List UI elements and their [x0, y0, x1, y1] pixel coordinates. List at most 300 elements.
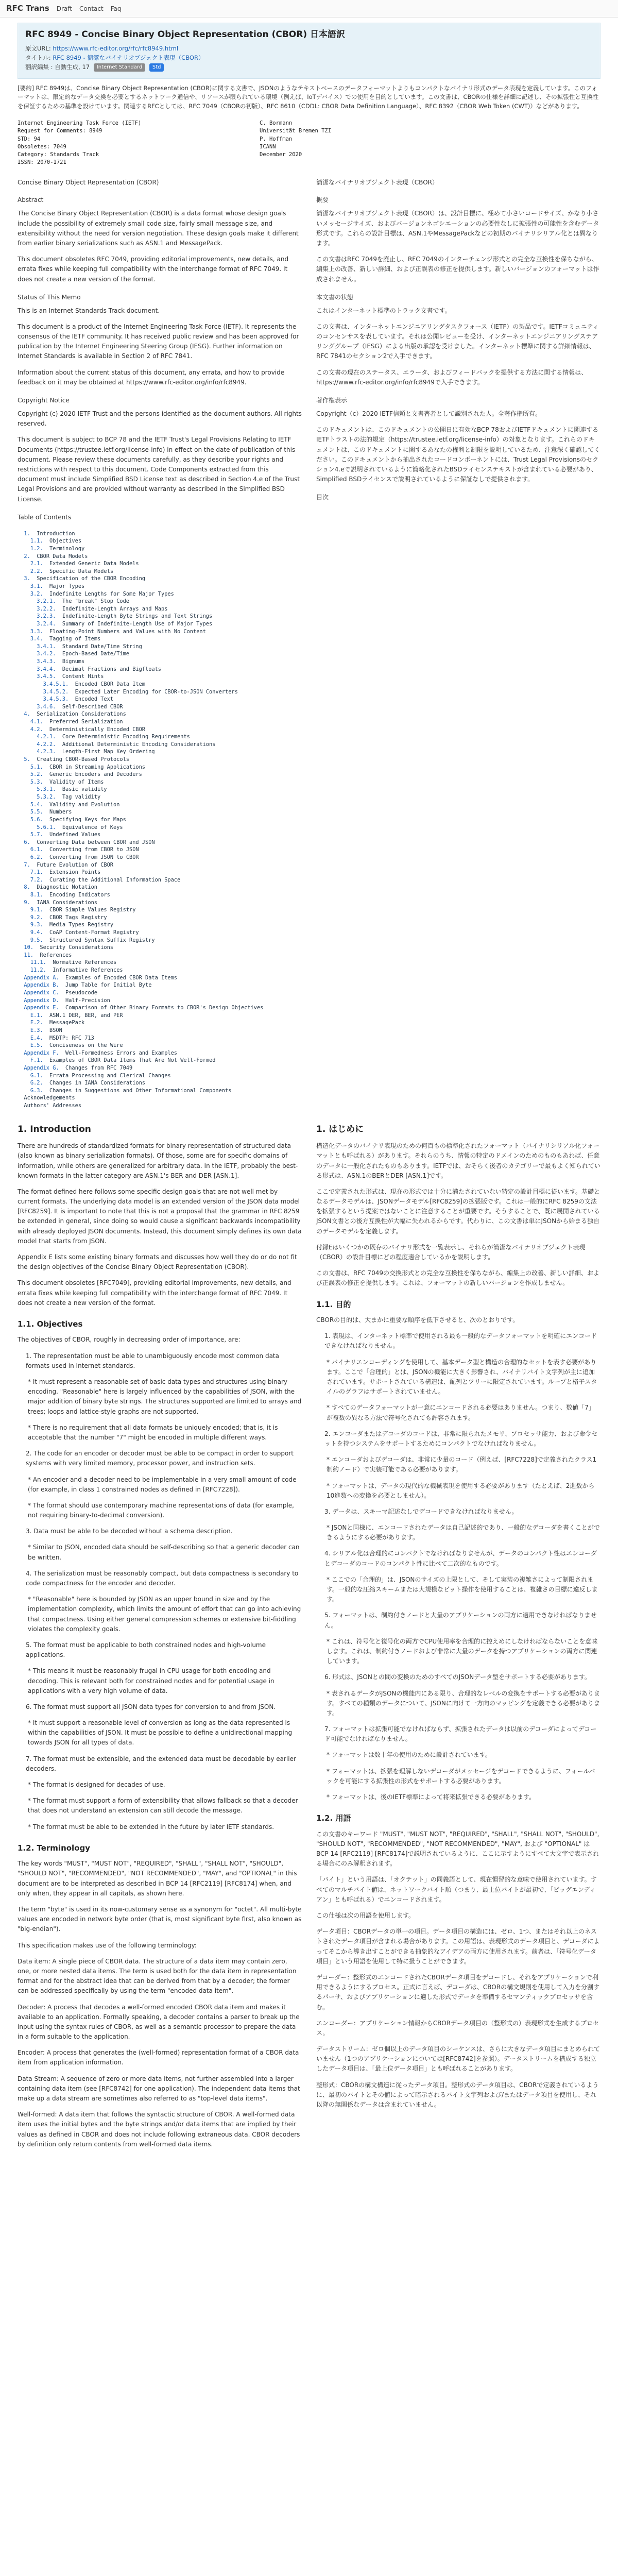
objective-detail: * The format must support a form of extensibility that allows fallback so that a decoder that does not understand an extension can still decode the message.: [28, 1797, 298, 1815]
objective-detail: * 表されるデータがJSONの機能内にある限り、合理的なレベルの変換をサポートする必要があります。すべての種類のデータについて、JSONに向けて一方向のマッピングを定義できる必要があります。: [327, 1689, 600, 1717]
toc-entry[interactable]: [18, 1035, 600, 1042]
toc-number-link[interactable]: 5.7.: [30, 832, 43, 838]
toc-title: Encoded CBOR Data Item: [75, 681, 146, 687]
toc-title: Specific Data Models: [49, 568, 114, 574]
toc-number-link[interactable]: 8.1.: [30, 891, 43, 898]
toc-number-link[interactable]: 3.2.3.: [37, 613, 56, 620]
toc-title: Extended Generic Data Models: [49, 561, 139, 567]
toc-number-link[interactable]: 4.1.: [30, 718, 43, 725]
rfc-header-right: December 2020: [260, 151, 302, 158]
toc-title: Summary of Indefinite-Length Use of Major Types: [62, 621, 213, 628]
toc-entry[interactable]: [18, 937, 600, 944]
subtitle-link[interactable]: RFC 8949 - 簡潔なバイナリオブジェクト表現（CBOR）: [53, 54, 204, 61]
rfc-header-left: STD: 94: [18, 135, 41, 142]
toc-heading: 目次: [316, 494, 329, 501]
rfc-header-row: [18, 151, 600, 159]
objective-item: 1. 表現は、インターネット標準で使用される最も一般的なデータフォーマットを明確にエンコードできなければなりません。: [324, 1332, 597, 1350]
terminology-paragraph: This specification makes use of the following terminology:: [18, 1941, 197, 1949]
objective-detail: * An encoder and a decoder need to be implementable in a very small amount of code (for example, in class 1 constrained nodes as defined in [RFC7228]).: [28, 1476, 297, 1493]
toc-title: Major Types: [49, 583, 85, 589]
toc-entry[interactable]: [18, 590, 600, 598]
objective-detail: * It must represent a reasonable set of basic data types and structures using binary encoding. "Reasonable" here is largely influenced by the capabilities of JSON, with the major addition of binary byte strings. The structures supported are limited to arrays and trees; loops and lattice-style graphs are not supported.: [28, 1378, 302, 1415]
objective-item: 1. The representation must be able to unambiguously encode most common data formats used in Internet standards.: [26, 1352, 279, 1369]
toc-number-link[interactable]: 3.4.5.1.: [43, 681, 69, 687]
toc-number-link[interactable]: 1.2.: [30, 545, 43, 552]
source-url-link[interactable]: https://www.rfc-editor.org/rfc/rfc8949.html: [53, 44, 179, 52]
terminology-paragraph: Decoder: A process that decodes a well-formed encoded CBOR data item and makes it available to an application. Formally speaking, a decoder contains a parser to break up the input using the syntax rules of CBOR, as well as a semantic processor to prepare the data in a form suitable to the application.: [18, 2003, 300, 2041]
rfc-header-right: Universität Bremen TZI: [260, 128, 332, 134]
toc-entry[interactable]: [18, 1042, 600, 1049]
status-paragraph: この文書は、インターネットエンジニアリングタスクフォース（IETF）の製品です。IETFコミュニティのコンセンサスを表しています。それは公開レビューを受け、インターネットエンジニアリングステアリンググループ（IESG）による出版の承認を受けました。インターネット標準に関する詳細情報は、RFC 7841のセクション2で入手できます。: [316, 323, 599, 360]
toc-entry[interactable]: [18, 605, 600, 613]
toc-entry[interactable]: [18, 1079, 600, 1087]
toc-entry[interactable]: [18, 816, 600, 824]
toc-entry[interactable]: [18, 1004, 600, 1012]
status-heading: 本文書の状態: [316, 293, 354, 301]
toc-number-link[interactable]: 9.1.: [30, 907, 43, 913]
toc-title: ASN.1 DER, BER, and PER: [49, 1012, 123, 1019]
toc-title: Generic Encoders and Decoders: [49, 771, 142, 778]
page-title: RFC 8949 - Concise Binary Object Representation (CBOR) 日本語訳: [25, 29, 346, 40]
toc-title: Epoch-Based Date/Time: [62, 651, 129, 657]
toc-title: Expected Later Encoding for CBOR-to-JSON Converters: [75, 688, 238, 695]
toc-number-link[interactable]: 8.: [24, 884, 30, 891]
abstract-paragraph: 簡潔なバイナリオブジェクト表現（CBOR）は、設計目標に、極めて小さいコードサイズ、かなり小さいメッセージサイズ、およびバージョンネゴシエーションの必要性なしに拡張性の可能性を含むデータ形式です。これらの設計目標は、ASN.1やMessagePackなどの初期のバイナリシリアル化とは異なります。: [316, 210, 599, 247]
toc-number-link[interactable]: E.2.: [30, 1020, 43, 1026]
subsection-heading: 1.1. 目的: [316, 1299, 351, 1309]
toc-entry[interactable]: [18, 786, 600, 793]
toc-title: Converting from CBOR to JSON: [49, 846, 139, 853]
toc-title: Pseudocode: [65, 989, 98, 996]
rfc-header-row: [18, 127, 600, 135]
nav-link-draft[interactable]: Draft: [56, 5, 72, 12]
toc-number-link[interactable]: 3.4.: [30, 636, 43, 642]
status-paragraph: これはインターネット標準のトラック文書です。: [316, 307, 451, 314]
toc-entry[interactable]: [18, 756, 600, 764]
toc-number-link[interactable]: 4.2.2.: [37, 741, 56, 748]
toc-title: Media Types Registry: [49, 922, 114, 928]
section-heading: 1. はじめに: [316, 1124, 364, 1134]
toc-number-link[interactable]: E.3.: [30, 1027, 43, 1033]
rfc-header-right: C. Bormann: [260, 120, 293, 127]
toc-number-link[interactable]: 4.2.: [30, 726, 43, 733]
toc-entry[interactable]: [18, 981, 600, 989]
toc-title: Basic validity: [62, 786, 107, 793]
toc-number-link[interactable]: 9.: [24, 899, 30, 906]
toc-number-link[interactable]: Appendix A.: [24, 974, 59, 981]
section-paragraph: 付録Eはいくつかの既存のバイナリ形式を一覧表示し、それらが簡潔なバイナリオブジェクト表現（CBOR）の設計目標にどの程度適合しているかを説明します。: [316, 1243, 586, 1261]
toc-number-link[interactable]: 3.: [24, 575, 30, 582]
toc-entry[interactable]: [18, 650, 600, 658]
objective-detail: * Similar to JSON, encoded data should be self-describing so that a generic decoder can be written.: [28, 1544, 300, 1561]
toc-title: Acknowledgements: [24, 1095, 75, 1101]
section-heading: 1. Introduction: [18, 1124, 91, 1134]
terminology-paragraph: エンコーダー：アプリケーション情報からCBORデータ項目の（整形式の）表現形式を生成するプロセス。: [316, 2019, 599, 2037]
section-paragraph: This document obsoletes [RFC7049], providing editorial improvements, new details, and errata fixes while keeping full compatibility with the interchange format of RFC 7049. It does not create a new version of the format.: [18, 1279, 291, 1307]
toc-number-link[interactable]: 5.2.: [30, 771, 43, 778]
toc-number-link[interactable]: 4.: [24, 711, 30, 718]
terminology-paragraph: Data item: A single piece of CBOR data. The structure of a data item may contain zero, one, or more nested data items. The term is used both for the data item in representation format and for the abstract idea that can be derived from that by a decoder; the former can be addressed specifically by using the term "encoded data item".: [18, 1957, 297, 1995]
toc-entry[interactable]: [18, 974, 600, 982]
objective-item: 6. The format must support all JSON data types for conversion to and from JSON.: [26, 1703, 276, 1710]
toc-entry[interactable]: [18, 824, 600, 832]
english-column: [18, 166, 302, 526]
objective-item: 5. フォーマットは、制約付きノードと大量のアプリケーションの両方に適用できなければなりません。: [324, 1612, 597, 1629]
toc-title: Authors' Addresses: [24, 1103, 81, 1109]
toc-entry[interactable]: [18, 869, 600, 876]
toc-number-link[interactable]: 5.6.1.: [37, 824, 56, 831]
section-paragraph: ここで定義された形式は、現在の形式では十分に満たされていない特定の設計目標に従います。基礎となるデータモデルは、JSONデータモデル[RFC8259]の拡張版です。これは一般的にRFC 8259の文法を拡張するという提案ではないことに注意することが重要です。そうすることで、既に展開されているJSON文書との後方互換性が大幅に失われるからです。代わりに、この文書は単にJSONから始まる独自のデータモデルを定義します。: [316, 1188, 600, 1235]
toc-title: Deterministically Encoded CBOR: [49, 726, 146, 733]
nav-link-contact[interactable]: Contact: [79, 5, 104, 12]
status-paragraph: This is an Internet Standards Track document.: [18, 307, 160, 314]
toc-number-link[interactable]: 3.4.4.: [37, 666, 56, 672]
toc-number-link[interactable]: 3.4.3.: [37, 658, 56, 665]
toc-entry[interactable]: [18, 944, 600, 952]
toc-title: MessagePack: [49, 1020, 85, 1026]
toc-entry[interactable]: [18, 884, 600, 891]
objective-detail: * フォーマットは、データの現代的な機械表現を使用する必要があります（たとえば、2進数から10進数への変換を必要としません）。: [327, 1482, 595, 1499]
toc-entry[interactable]: [18, 710, 600, 718]
terminology-paragraph: この仕様は次の用語を使用します。: [316, 1912, 415, 1920]
toc-title: Indefinite-Length Byte Strings and Text Strings: [62, 613, 213, 620]
toc-title: Preferred Serialization: [49, 718, 123, 725]
toc-number-link[interactable]: 9.3.: [30, 922, 43, 928]
toc-title: Indefinite-Length Arrays and Maps: [62, 605, 168, 612]
objective-detail: * ここでの「合理的」は、JSONのサイズの上限として、そして実装の複雑さによって制限されます。一般的な圧縮スキームまたは大規模なビット操作を使用することは、複雑さの目標に違反します。: [327, 1575, 598, 1603]
toc-number-link[interactable]: 9.4.: [30, 929, 43, 936]
toc-number-link[interactable]: Appendix B.: [24, 982, 59, 989]
toc-number-link[interactable]: Appendix C.: [24, 989, 59, 996]
toc-number-link[interactable]: 11.2.: [30, 967, 46, 974]
toc-title: Tagging of Items: [49, 636, 101, 642]
toc-entry[interactable]: [18, 793, 600, 801]
toc-number-link[interactable]: 5.: [24, 756, 30, 763]
objectives-intro: The objectives of CBOR, roughly in decreasing order of importance, are:: [18, 1336, 241, 1344]
toc-entry[interactable]: [18, 1094, 600, 1102]
status-badge: Internet Standard: [94, 63, 145, 72]
nav-link-faq[interactable]: Faq: [110, 5, 122, 12]
abstract-paragraph: This document obsoletes RFC 7049, providing editorial improvements, new details, and errata fixes while keeping full compatibility with the interchange format of RFC 7049. It does not create a new version of the format.: [18, 256, 289, 283]
toc-number-link[interactable]: E.1.: [30, 1012, 43, 1019]
toc-number-link[interactable]: 3.2.4.: [37, 621, 56, 628]
objective-item: 7. The format must be extensible, and the extended data must be decodable by earlier decoders.: [26, 1755, 296, 1772]
toc-entry[interactable]: [18, 1057, 600, 1064]
rfc-header-row: [18, 120, 600, 127]
toc-title: Future Evolution of CBOR: [37, 861, 114, 868]
toc-entry[interactable]: [18, 545, 600, 553]
copyright-heading: 著作権表示: [316, 397, 348, 404]
objective-detail: * The format must be able to be extended in the future by later IETF standards.: [28, 1823, 274, 1831]
copyright-paragraph: このドキュメントは、このドキュメントの公開日に有効なBCP 78およびIETFドキュメントに関連するIETFトラストの法的規定（https://trustee.ietf.org/license-info）の対象となります。これらのドキュメントは、このドキュメントに関するあなたの権利と制限を説明しているため、注意深く確認してください。このドキュメントから抽出されたコードコンポーネントには、Trust Legal Provisionsのセクション4.eで説明されているように簡略化されたBSDライセンステキストが含まれている必要があり、Simplified BSDライセンスで説明されているように保証なしで提供されます。: [316, 426, 600, 483]
toc-entry[interactable]: [18, 733, 600, 741]
objective-detail: * "Reasonable" here is bounded by JSON as an upper bound in size and by the implementation complexity, which limits the amount of effort that can go into achieving that compactness. Using either general compression schemes or extensive bit-fiddling violates the complexity goals.: [28, 1596, 301, 1633]
toc-entry[interactable]: [18, 560, 600, 568]
toc-number-link[interactable]: F.1.: [30, 1057, 43, 1064]
objective-item: 7. フォーマットは拡張可能でなければならず、拡張されたデータは以前のデコーダによってデコード可能でなければなりません。: [324, 1725, 597, 1743]
toc-entry[interactable]: [18, 741, 600, 749]
toc-number-link[interactable]: 6.2.: [30, 854, 43, 860]
toc-number-link[interactable]: 11.1.: [30, 959, 46, 966]
objective-detail: * エンコーダおよびデコーダは、非常に少量のコード（例えば、[RFC7228]で定義されたクラス1制約ノード）で実装可能である必要があります。: [327, 1456, 597, 1473]
toc-title: Errata Processing and Clerical Changes: [49, 1072, 171, 1079]
toc-entry[interactable]: [18, 899, 600, 907]
toc-entry[interactable]: [18, 1102, 600, 1110]
toc-entry[interactable]: [18, 696, 600, 703]
toc-number-link[interactable]: 5.6.: [30, 816, 43, 823]
rfc-header-row: [18, 143, 600, 151]
copyright-paragraph: Copyright（c）2020 IETF信頼と文書著者として識別された人。全著作権所有。: [316, 410, 541, 418]
toc-number-link[interactable]: 3.4.5.: [37, 673, 56, 680]
toc-title: The "break" Stop Code: [62, 598, 129, 605]
toc-entry[interactable]: [18, 673, 600, 681]
objective-item: 4. The serialization must be reasonably compact, but data compactness is secondary to code compactness for the encoder and decoder.: [26, 1569, 299, 1587]
toc-title: Informative References: [53, 967, 123, 974]
copyright-heading: Copyright Notice: [18, 397, 70, 404]
toc-title: Half-Precision: [65, 997, 110, 1004]
toc-entry[interactable]: [18, 967, 600, 974]
objective-detail: * フォーマットは数十年の使用のために設計されています。: [327, 1751, 491, 1759]
toc-number-link[interactable]: Appendix G.: [24, 1065, 59, 1071]
toc-number-link[interactable]: Appendix E.: [24, 1005, 59, 1011]
toc-number-link[interactable]: 3.4.1.: [37, 643, 56, 650]
toc-entry[interactable]: [18, 530, 600, 538]
toc-entry[interactable]: [18, 1049, 600, 1057]
objective-item: 5. The format must be applicable to both constrained nodes and high-volume applications.: [26, 1641, 266, 1659]
toc-entry[interactable]: [18, 575, 600, 583]
toc-number-link[interactable]: G.1.: [30, 1072, 43, 1079]
toc-entry[interactable]: [18, 831, 600, 839]
toc-entry[interactable]: [18, 1064, 600, 1072]
status-paragraph: この文書の現在のステータス、エラータ、およびフィードバックを提供する方法に関する情報は、https://www.rfc-editor.org/info/rfc8949で入手できます。: [316, 368, 588, 386]
toc-entry[interactable]: [18, 703, 600, 711]
toc-title: IANA Considerations: [37, 899, 98, 906]
toc-number-link[interactable]: 7.: [24, 861, 30, 868]
toc-number-link[interactable]: 6.: [24, 839, 30, 845]
toc-title: Specifying Keys for Maps: [49, 816, 126, 823]
status-paragraph: This document is a product of the Internet Engineering Task Force (IETF). It represents the consensus of the IETF community. It has received public review and has been approved for publication by the Internet Engineering Steering Group (IESG). Further information on Internet Standards is available in Section 2 of RFC 7841.: [18, 323, 299, 360]
toc-number-link[interactable]: 10.: [24, 944, 34, 951]
toc-entry[interactable]: [18, 846, 600, 854]
toc-entry[interactable]: [18, 583, 600, 590]
copyright-paragraph: This document is subject to BCP 78 and the IETF Trust's Legal Provisions Relating to IETF Documents (https://trustee.ietf.org/license-info) in effect on the date of publication of this document. Please review these documents carefully, as they describe your rights and restrictions with respect to this document. Code Components extracted from this document must include Simplified BSD License text as described in Section 4.e of the Trust Legal Provisions and are provided without warranty as described in the Simplified BSD License.: [18, 436, 300, 503]
toc-title: References: [40, 952, 72, 958]
subsection-heading: 1.2. 用語: [316, 1814, 351, 1823]
toc-title: BSON: [49, 1027, 62, 1033]
toc-entry[interactable]: [18, 1012, 600, 1020]
toc-number-link[interactable]: 9.2.: [30, 914, 43, 921]
toc-entry[interactable]: [18, 921, 600, 929]
toc-number-link[interactable]: 5.3.1.: [37, 786, 56, 793]
toc-number-link[interactable]: G.2.: [30, 1080, 43, 1087]
toc-entry[interactable]: [18, 952, 600, 959]
source-row: [25, 44, 593, 53]
toc-number-link[interactable]: 5.1.: [30, 764, 43, 770]
toc-number-link[interactable]: E.4.: [30, 1035, 43, 1041]
toc-number-link[interactable]: Appendix F.: [24, 1049, 59, 1056]
section-paragraph: Appendix E lists some existing binary formats and discusses how well they do or do not fit the design objectives of the Concise Binary Object Representation (CBOR).: [18, 1253, 297, 1271]
toc-number-link[interactable]: 5.3.2.: [37, 794, 56, 801]
toc-number-link[interactable]: 3.4.5.3.: [43, 696, 69, 703]
toc-entry[interactable]: [18, 854, 600, 861]
toc-entry[interactable]: [18, 628, 600, 636]
toc-entry[interactable]: [18, 643, 600, 651]
toc-entry[interactable]: [18, 718, 600, 726]
toc-number-link[interactable]: E.5.: [30, 1042, 43, 1049]
toc-number-link[interactable]: 1.1.: [30, 538, 43, 545]
toc-title: Examples of Encoded CBOR Data Items: [65, 974, 177, 981]
toc-title: Specification of the CBOR Encoding: [37, 575, 145, 582]
toc-entry[interactable]: [18, 568, 600, 575]
toc-number-link[interactable]: 5.4.: [30, 801, 43, 808]
toc-number-link[interactable]: 3.4.2.: [37, 651, 56, 657]
toc-entry[interactable]: [18, 553, 600, 561]
toc-entry[interactable]: [18, 989, 600, 997]
toc-title: Well-Formedness Errors and Examples: [65, 1049, 177, 1056]
toc-entry[interactable]: [18, 681, 600, 688]
status-paragraph: Information about the current status of this document, any errata, and how to provide feedback on it may be obtained at https://www.rfc-editor.org/info/rfc8949.: [18, 368, 285, 386]
toc-title: Floating-Point Numbers and Values with No Content: [49, 628, 206, 635]
toc-entry[interactable]: [18, 1087, 600, 1095]
date-label: 翻訳編集 : 自動生成, 17: [25, 63, 90, 71]
toc-title: MSDTP: RFC 713: [49, 1035, 94, 1041]
toc-title: Indefinite Lengths for Some Major Types: [49, 590, 174, 597]
rfc-header-left: Internet Engineering Task Force (IETF): [18, 120, 142, 127]
toc-entry[interactable]: [18, 906, 600, 914]
toc-entry[interactable]: [18, 658, 600, 666]
toc-number-link[interactable]: G.3.: [30, 1087, 43, 1094]
toc-title: Equivalence of Keys: [62, 824, 123, 831]
toc-title: Decimal Fractions and Bigfloats: [62, 666, 161, 672]
brand-logo[interactable]: RFC Trans: [6, 4, 49, 13]
toc-number-link[interactable]: 3.4.5.2.: [43, 688, 69, 695]
toc-number-link[interactable]: 11.: [24, 952, 34, 958]
toc-number-link[interactable]: 2.2.: [30, 568, 43, 574]
toc-entry[interactable]: [18, 929, 600, 937]
toc-number-link[interactable]: 3.1.: [30, 583, 43, 589]
toc-number-link[interactable]: 3.2.2.: [37, 605, 56, 612]
toc-entry[interactable]: [18, 620, 600, 628]
toc-title: CoAP Content-Format Registry: [49, 929, 139, 936]
toc-title: CBOR in Streaming Applications: [49, 764, 146, 770]
toc-title: Content Hints: [62, 673, 104, 680]
toc-entry[interactable]: [18, 959, 600, 967]
toc-number-link[interactable]: 7.2.: [30, 876, 43, 883]
toc-title: Tag validity: [62, 794, 101, 801]
toc-title: Curating the Additional Information Space: [49, 876, 181, 883]
toc-entry[interactable]: [18, 891, 600, 899]
toc-entry[interactable]: [18, 726, 600, 734]
toc-title: Normative References: [53, 959, 117, 966]
toc-number-link[interactable]: 3.3.: [30, 628, 43, 635]
status-heading: Status of This Memo: [18, 293, 81, 301]
toc-entry[interactable]: [18, 1027, 600, 1035]
toc-entry[interactable]: [18, 771, 600, 778]
copyright-paragraph: Copyright (c) 2020 IETF Trust and the persons identified as the document authors. All rights reserved.: [18, 410, 302, 428]
toc-entry[interactable]: [18, 598, 600, 605]
objective-detail: * The format is designed for decades of use.: [28, 1781, 165, 1789]
toc-entry[interactable]: [18, 1072, 600, 1080]
toc-number-link[interactable]: 3.2.: [30, 590, 43, 597]
toc-number-link[interactable]: 5.5.: [30, 809, 43, 816]
toc-number-link[interactable]: 4.2.1.: [37, 734, 56, 740]
document-header: [18, 23, 600, 79]
toc-entry[interactable]: [18, 666, 600, 673]
toc-entry[interactable]: [18, 778, 600, 786]
objective-detail: * フォーマットは、拡張を理解しないデコーダがメッセージをデコードできるように、フォールバックを可能にする拡張性の形式をサポートする必要があります。: [327, 1767, 595, 1785]
toc-number-link[interactable]: 2.: [24, 553, 30, 560]
toc-number-link[interactable]: 5.3.: [30, 778, 43, 785]
toc-entry[interactable]: [18, 876, 600, 884]
objectives-intro: CBORの目的は、大まかに重要な順序を低下させると、次のとおりです。: [316, 1316, 519, 1324]
source-label: 原文URL:: [25, 44, 51, 52]
toc-number-link[interactable]: 7.1.: [30, 869, 43, 876]
toc-number-link[interactable]: 9.5.: [30, 937, 43, 943]
toc-title: Undefined Values: [49, 832, 101, 838]
rfc-header-row: [18, 135, 600, 143]
terminology-paragraph: 「バイト」という用語は、「オクテット」の同義語として、現在慣習的な意味で使用されています。すべてのマルチバイト値は、ネットワークバイト順（つまり、最上位バイトが最初で、「ビッグエンディアン」とも呼ばれる）でエンコードされます。: [316, 1876, 597, 1903]
toc-entry[interactable]: [18, 748, 600, 756]
std-badge: Std: [149, 63, 164, 72]
toc-entry[interactable]: [18, 801, 600, 809]
terminology-paragraph: この文書のキーワード "MUST", "MUST NOT", "REQUIRED", "SHALL", "SHALL NOT", "SHOULD", "SHOULD NOT", "RECOMMENDED", "NOT RECOMMENDED", "MAY", および "OPTIONAL" はBCP 14 [RFC2119] [RFC8174]で説明されているように、ここに示すようにすべて大文字で表示される場合にのみ解釈されます。: [316, 1830, 599, 1868]
abstract-paragraph: この文書はRFC 7049を廃止し、RFC 7049のインターチェンジ形式との完全な互換性を保ちながら、編集上の改善、新しい詳細、および正誤表の修正を提供します。新しいバージョンのフォーマットは作成されません。: [316, 256, 599, 283]
toc-number-link[interactable]: 6.1.: [30, 846, 43, 853]
subsection-heading: 1.2. Terminology: [18, 1843, 91, 1853]
rfc-header-right: P. Hoffman: [260, 135, 293, 142]
section-paragraph: The format defined here follows some specific design goals that are not well met by current formats. The underlying data model is an extended version of the JSON data model [RFC8259]. It is important to note that this is not a proposal that the grammar in RFC 8259 be extended in general, since doing so would cause a significant backwards incompatibility with already deployed JSON documents. Instead, this document simply defines its own data model that starts from JSON.: [18, 1188, 302, 1245]
table-of-contents: [18, 530, 600, 1110]
toc-entry[interactable]: [18, 688, 600, 696]
toc-title: Examples of CBOR Data Items That Are Not Well-Formed: [49, 1057, 216, 1064]
abstract-paragraph: The Concise Binary Object Representation (CBOR) is a data format whose design goals include the possibility of extremely small code size, fairly small message size, and extensibility without the need for version negotiation. These design goals make it different from earlier binary serializations such as ASN.1 and MessagePack.: [18, 210, 299, 247]
section-paragraph: 構造化データのバイナリ表現のための何百もの標準化されたフォーマット（バイナリシリアル化フォーマットとも呼ばれる）があります。それらのうち、情報の特定のドメインのためのものもあれば、任意のデータに一般化されたものもあります。IETFでは、おそらく後者のカテゴリーで最もよく知られている形式は、ASN.1のBERとDER [ASN.1]です。: [316, 1142, 600, 1179]
section-1: [18, 1110, 600, 2156]
terminology-paragraph: データストリーム：ゼロ個以上のデータ項目のシーケンスは、さらに大きなデータ項目にまとめられていません（1つのアプリケーションについては[RFC8742]を参照）。データストリームを構成する独立したデータ項目は、「最上位データ項目」とも呼ばれることがあります。: [316, 2045, 600, 2073]
toc-entry[interactable]: [18, 1019, 600, 1027]
objective-detail: * JSONと同様に、エンコードされたデータは自己記述的であり、一般的なデコーダを書くことができるようにする必要があります。: [327, 1524, 600, 1541]
toc-title: Diagnostic Notation: [37, 884, 98, 891]
objective-detail: * This means it must be reasonably frugal in CPU usage for both encoding and decoding. This is relevant both for constrained nodes and for potential usage in applications with a very high volume of data.: [28, 1667, 274, 1694]
toc-entry[interactable]: [18, 613, 600, 620]
toc-title: Converting Data between CBOR and JSON: [37, 839, 155, 845]
toc-title: CBOR Simple Values Registry: [49, 907, 136, 913]
toc-title: Numbers: [49, 809, 72, 816]
front-matter: [18, 166, 600, 526]
toc-number-link[interactable]: 3.4.6.: [37, 703, 56, 710]
toc-entry[interactable]: [18, 861, 600, 869]
toc-number-link[interactable]: 4.2.3.: [37, 749, 56, 755]
objective-item: 2. The code for an encoder or decoder must be able to be compact in order to support systems with very limited memory, processor power, and instruction sets.: [26, 1450, 294, 1467]
toc-title: Serialization Considerations: [37, 711, 126, 718]
toc-title: Converting from JSON to CBOR: [49, 854, 139, 860]
toc-title: Creating CBOR-Based Protocols: [37, 756, 129, 763]
toc-entry[interactable]: [18, 997, 600, 1005]
japanese-body: [316, 1110, 600, 2156]
toc-entry[interactable]: [18, 914, 600, 922]
toc-number-link[interactable]: 1.: [24, 530, 30, 537]
toc-title: Validity of Items: [49, 778, 104, 785]
toc-entry[interactable]: [18, 635, 600, 643]
toc-number-link[interactable]: Appendix D.: [24, 997, 59, 1004]
toc-entry[interactable]: [18, 537, 600, 545]
toc-number-link[interactable]: 3.2.1.: [37, 598, 56, 605]
toc-entry[interactable]: [18, 839, 600, 846]
toc-entry[interactable]: [18, 764, 600, 771]
rfc-header-block: [18, 120, 600, 166]
toc-entry[interactable]: [18, 808, 600, 816]
toc-number-link[interactable]: 2.1.: [30, 561, 43, 567]
